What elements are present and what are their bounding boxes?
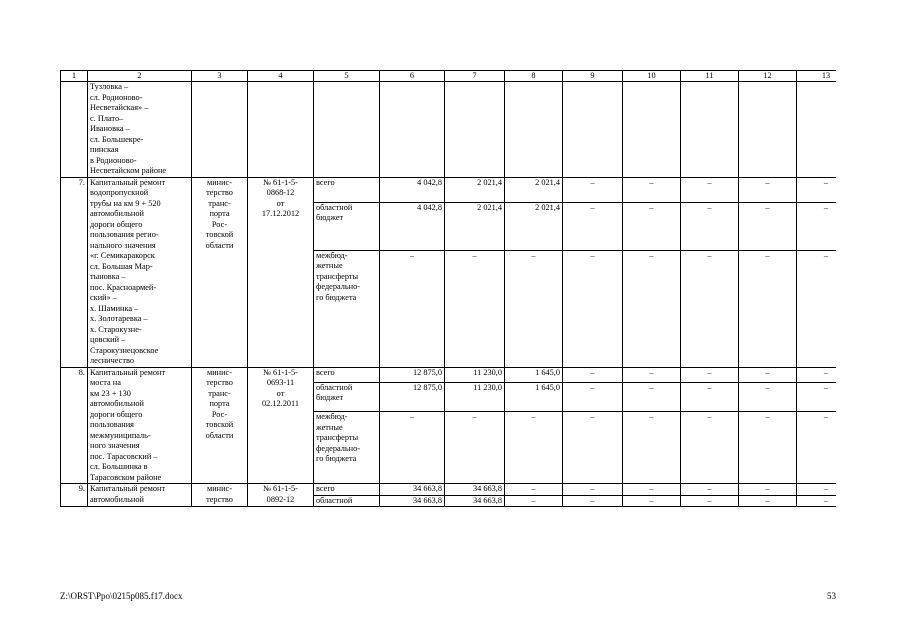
object-name-cell: Капитальный ремонт водопропускной трубы на км 9 + 520 автомобильной дороги общего пользования регио- нального значения «г. Семикаракорск сл. Большая Мар- тыновка – пос. Красноармей- ский» – х. Шаминка – х. Золотаревка – х. Старокузне- цовский – Старокузнецовское лесничество [88,177,192,367]
amount-cell: – [505,412,563,484]
amount-cell: – [623,495,681,507]
row-number-cell: 9. [61,484,88,507]
object-name-cell: Тузловка – сл. Родионово- Несветайская» – с. Плато– Ивановка – сл. Большекре- пинская в Родионово- Несветайском районе [88,82,192,178]
table-row [61,367,837,382]
amount-cell: – [681,484,739,496]
amount-cell: – [505,495,563,507]
amount-cell: 2 021,4 [505,177,563,202]
document-cell: № 61-1-5- 0892-12 [248,484,314,507]
amount-cell: – [681,412,739,484]
header-cell: 8 [505,71,563,82]
amount-cell: – [739,250,797,367]
funding-source-cell: всего [314,367,380,382]
amount-cell: – [739,412,797,484]
funding-source-cell: всего [314,177,380,202]
amount-cell: – [739,202,797,250]
header-cell: 10 [623,71,681,82]
amount-cell: 1 645,0 [505,367,563,382]
amount-cell: – [563,495,623,507]
header-cell: 3 [192,71,248,82]
header-cell: 7 [445,71,505,82]
amount-cell: – [623,484,681,496]
amount-cell: – [563,202,623,250]
amount-cell: – [681,495,739,507]
amount-cell: 34 663,8 [380,484,445,496]
amount-cell: – [445,250,505,367]
amount-cell: – [797,382,837,411]
amount-cell: 1 645,0 [505,382,563,411]
amount-cell: – [623,202,681,250]
amount-cell: – [681,177,739,202]
amount-cell: 11 230,0 [445,382,505,411]
empty-cell [380,82,445,178]
amount-cell: 12 875,0 [380,382,445,411]
customer-cell: минис- терство транс- порта Рос- товской области [192,367,248,484]
amount-cell: – [681,250,739,367]
row-number-cell [61,82,88,178]
amount-cell: – [563,177,623,202]
amount-cell: – [505,484,563,496]
table-row [61,484,837,496]
header-cell: 13 [797,71,837,82]
amount-cell: – [739,177,797,202]
amount-cell: – [797,484,837,496]
empty-cell [563,82,623,178]
amount-cell: 4 042,8 [380,202,445,250]
amount-cell: – [739,382,797,411]
amount-cell: – [797,412,837,484]
amount-cell: 2 021,4 [445,202,505,250]
funding-source-cell: областной бюджет [314,382,380,411]
row-number-cell: 8. [61,367,88,484]
amount-cell: – [563,367,623,382]
amount-cell: 34 663,8 [445,484,505,496]
empty-cell [445,82,505,178]
amount-cell: – [681,382,739,411]
empty-cell [797,82,837,178]
amount-cell: 11 230,0 [445,367,505,382]
amount-cell: – [563,484,623,496]
object-name-cell: Капитальный ремонт автомобильной [88,484,192,507]
header-cell: 4 [248,71,314,82]
header-cell: 12 [739,71,797,82]
amount-cell: – [623,250,681,367]
funding-source-cell: областной [314,495,380,507]
amount-cell: – [739,367,797,382]
amount-cell: – [681,367,739,382]
customer-cell: минис- терство [192,484,248,507]
amount-cell: 34 663,8 [445,495,505,507]
amount-cell: – [739,484,797,496]
amount-cell: – [563,382,623,411]
object-name-cell: Капитальный ремонт моста на км 23 + 130 автомобильной дороги общего пользования межмуниципаль- ного значения пос. Тарасовский – сл. Большинка в Тарасовском районе [88,367,192,484]
amount-cell: – [797,202,837,250]
amount-cell: – [623,177,681,202]
amount-cell: – [380,250,445,367]
header-cell: 1 [61,71,88,82]
customer-cell: минис- терство транс- порта Рос- товской области [192,177,248,367]
amount-cell: – [445,412,505,484]
program-table [60,70,836,507]
table-viewport [60,70,836,580]
header-cell: 9 [563,71,623,82]
empty-cell [739,82,797,178]
amount-cell: 34 663,8 [380,495,445,507]
footer-file-path: Z:\ORST\Ppo\0215p085.f17.docx [60,591,183,601]
amount-cell: – [623,382,681,411]
empty-cell [623,82,681,178]
amount-cell: – [380,412,445,484]
header-cell: 6 [380,71,445,82]
amount-cell: – [505,250,563,367]
amount-cell: – [563,250,623,367]
funding-source-cell: областной бюджет [314,202,380,250]
continuation-row [61,82,837,178]
amount-cell: – [797,367,837,382]
amount-cell: – [681,202,739,250]
document-cell: № 61-1-5- 0868-12 от 17.12.2012 [248,177,314,367]
document-cell: № 61-1-5- 0693-11 от 02.12.2011 [248,367,314,484]
funding-source-cell: межбюд- жетные трансферты федерально- го бюджета [314,412,380,484]
amount-cell: – [563,412,623,484]
amount-cell: – [797,250,837,367]
header-cell: 5 [314,71,380,82]
row-number-cell: 7. [61,177,88,367]
amount-cell: 2 021,4 [505,202,563,250]
amount-cell: – [797,177,837,202]
amount-cell: 12 875,0 [380,367,445,382]
amount-cell: – [623,412,681,484]
page-number: 53 [827,591,836,601]
empty-cell [248,82,314,178]
empty-cell [314,82,380,178]
amount-cell: 2 021,4 [445,177,505,202]
empty-cell [681,82,739,178]
header-row [61,71,837,82]
amount-cell: 4 042,8 [380,177,445,202]
empty-cell [192,82,248,178]
funding-source-cell: межбюд- жетные трансферты федерально- го бюджета [314,250,380,367]
amount-cell: – [797,495,837,507]
amount-cell: – [623,367,681,382]
amount-cell: – [739,495,797,507]
table-row [61,177,837,202]
header-cell: 11 [681,71,739,82]
header-cell: 2 [88,71,192,82]
empty-cell [505,82,563,178]
funding-source-cell: всего [314,484,380,496]
